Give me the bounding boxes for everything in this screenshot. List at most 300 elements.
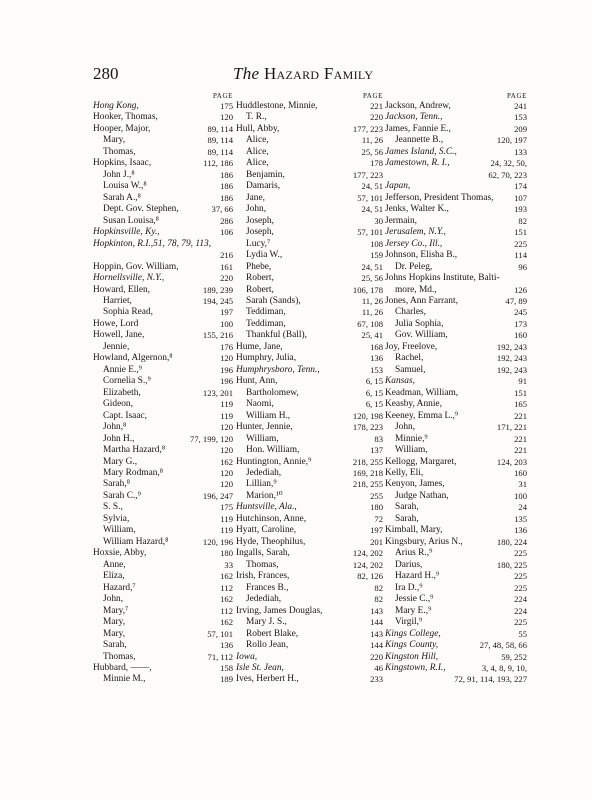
entry-pages: 89, 114 [207, 135, 233, 146]
index-entry [236, 617, 383, 628]
entry-name: Elizabeth, [103, 387, 141, 398]
entry-name: Keeney, Emma L.,⁹ [385, 410, 459, 421]
entry-name: Kingston Hill, [385, 651, 439, 662]
index-entry [385, 502, 527, 513]
entry-name: Rollo Jean, [246, 640, 289, 651]
index-entry [93, 411, 233, 422]
index-entry [385, 273, 527, 284]
index-entry [236, 491, 383, 502]
entry-name: Dr. Peleg, [395, 261, 433, 272]
index-entry [385, 353, 527, 364]
entry-name: Mary Rodman,⁸ [103, 468, 164, 478]
entry-name: Hopkinsville, Ky., [93, 227, 160, 238]
entry-pages: 24, 51 [361, 181, 383, 192]
entry-pages: 11, 26 [361, 295, 383, 306]
entry-pages: 112 [220, 605, 233, 616]
running-title [233, 64, 373, 84]
entry-name: Thomas, [103, 146, 136, 157]
entry-name: Mary, [103, 135, 126, 146]
entry-name: Gideon, [103, 399, 133, 410]
index-entry [93, 525, 233, 536]
entry-name: Jedediah, [246, 594, 282, 605]
entry-pages: 25, 56 [361, 273, 383, 284]
entry-pages: 192, 243 [496, 364, 527, 375]
entry-pages: 82 [374, 594, 383, 605]
index-entry [385, 571, 527, 582]
entry-pages: 241 [514, 101, 527, 111]
index-entry [236, 101, 383, 112]
entry-pages: 72 [374, 513, 383, 524]
entry-pages: 144 [370, 617, 383, 628]
entry-pages: 159 [370, 250, 383, 261]
entry-name: Alice, [246, 135, 269, 146]
index-entry [93, 514, 233, 525]
entry-pages: 120, 196 [202, 536, 233, 547]
index-entry [236, 170, 383, 181]
entry-pages: 96 [518, 261, 527, 272]
entry-name: Hon. William, [246, 445, 300, 456]
entry-pages: 24, 51 [361, 204, 383, 215]
index-entry [385, 594, 527, 605]
entry-name: Keasby, Annie, [385, 399, 442, 410]
entry-name: Jefferson, President Thomas, [385, 192, 494, 203]
entry-name: Anne, [103, 559, 126, 570]
entry-name: Kings College, [385, 628, 441, 639]
index-entry [93, 674, 233, 685]
entry-pages: 119 [220, 399, 233, 410]
index-entry [385, 548, 527, 559]
index-entry [93, 445, 233, 456]
entry-pages: 124, 202 [352, 559, 383, 570]
entry-pages: 186 [220, 181, 233, 192]
entry-name: more, Md., [395, 284, 437, 295]
index-entry [93, 342, 233, 353]
index-entry [93, 502, 233, 513]
entry-pages: 173 [514, 318, 527, 329]
index-entry [236, 502, 383, 513]
index-entry [385, 445, 527, 456]
entry-name: Eliza, [103, 571, 125, 582]
entry-pages: 220 [220, 273, 233, 284]
entry-name: Howland, Algernon,⁸ [93, 353, 173, 364]
entry-pages: 82 [518, 215, 527, 226]
entry-name: Capt. Isaac, [103, 410, 147, 421]
entry-name: Jersey Co., Ill., [385, 238, 443, 249]
index-entry [385, 537, 527, 548]
entry-pages: 67, 108 [357, 318, 383, 329]
index-entry [93, 193, 233, 204]
index-entry [385, 319, 527, 330]
index-entry [93, 273, 233, 284]
entry-name: Kellogg, Margaret, [385, 456, 457, 467]
index-entry [93, 227, 233, 238]
entry-pages: 162 [220, 456, 233, 467]
entry-name: Alice, [246, 146, 269, 157]
index-entry [385, 365, 527, 376]
index-entry [236, 124, 383, 135]
entry-pages: 233 [370, 674, 383, 685]
entry-pages: 119 [220, 525, 233, 536]
index-entry [236, 434, 383, 445]
entry-pages: 89, 114 [207, 123, 233, 134]
entry-pages: 209 [514, 123, 527, 134]
entry-pages: 72, 91, 114, 193, 227 [454, 674, 527, 685]
entry-name: Robert, [246, 273, 274, 284]
entry-name: Judge Nathan, [395, 490, 449, 501]
entry-name: Minnie,⁹ [395, 433, 428, 444]
entry-pages: 162 [220, 594, 233, 605]
entry-pages: 180 [220, 548, 233, 559]
entry-pages: 225 [514, 571, 527, 582]
index-entry [236, 674, 383, 685]
page-number: 280 [93, 64, 119, 83]
entry-name: Marion,¹⁰ [246, 490, 283, 501]
entry-name: Iowa, [236, 651, 258, 662]
index-entry [93, 629, 233, 640]
entry-pages: 186 [220, 192, 233, 203]
entry-name: Ingalls, Sarah, [236, 548, 290, 559]
entry-name: Johns Hopkins Institute, Balti- [385, 273, 500, 284]
entry-pages: 151 [514, 227, 527, 238]
index-entry [236, 147, 383, 158]
entry-name: Kelly, Eli, [385, 468, 424, 478]
entry-name: Mary,⁷ [103, 605, 129, 616]
index-entry [236, 342, 383, 353]
entry-pages: 31 [518, 479, 527, 490]
entry-pages: 194, 245 [202, 295, 233, 306]
entry-pages: 169, 218 [352, 468, 383, 478]
entry-pages: 192, 243 [496, 353, 527, 364]
entry-pages: 255 [370, 490, 383, 501]
entry-pages: 216 [220, 250, 233, 261]
index-entry [236, 227, 383, 238]
index-entry [385, 468, 527, 479]
entry-pages: 201 [370, 536, 383, 547]
entry-pages: 59, 252 [501, 651, 527, 662]
entry-pages: 168 [370, 341, 383, 352]
index-entry [236, 606, 383, 617]
entry-name: Sarah, [395, 502, 419, 513]
entry-pages: 221 [514, 433, 527, 444]
entry-name: Hyatt, Caroline, [236, 525, 297, 536]
entry-name: John H., [103, 433, 135, 444]
entry-pages: 106, 178 [352, 284, 383, 295]
entry-pages: 89, 114 [207, 146, 233, 157]
entry-name: Ives, Herbert H., [236, 674, 299, 685]
entry-pages: 55 [518, 628, 527, 639]
entry-name: Hunter, Jennie, [236, 422, 293, 433]
index-entry [236, 388, 383, 399]
entry-name: William H., [246, 410, 291, 421]
index-entry [385, 560, 527, 571]
index-entry [385, 101, 527, 112]
entry-pages: 162 [220, 571, 233, 582]
entry-pages: 160 [514, 468, 527, 478]
index-entry [93, 537, 233, 548]
index-entry [236, 548, 383, 559]
index-entry [93, 204, 233, 215]
entry-name: Jeannette B., [395, 135, 444, 146]
entry-pages: 107 [514, 192, 527, 203]
index-entry [93, 353, 233, 364]
index-entry [385, 147, 527, 158]
entry-name: Sylvia, [103, 513, 130, 524]
index-entry [93, 663, 233, 674]
entry-name: Sarah,⁸ [103, 479, 130, 490]
entry-name: Damaris, [246, 181, 281, 192]
index-entry [385, 525, 527, 536]
index-entry [236, 422, 383, 433]
index-entry [385, 457, 527, 468]
entry-pages: 220 [370, 651, 383, 662]
index-entry [93, 181, 233, 192]
entry-pages: 180, 224 [496, 536, 527, 547]
entry-name: Jermain, [385, 215, 418, 226]
entry-pages: 174 [514, 181, 527, 192]
column-heading: PAGE [506, 92, 527, 100]
entry-pages: 100 [220, 318, 233, 329]
index-entry [93, 365, 233, 376]
entry-name: Howe, Lord [93, 318, 139, 329]
entry-name: Hutchinson, Anne, [236, 513, 307, 524]
index-entry [385, 193, 527, 204]
index-column-2 [236, 92, 383, 686]
entry-name: Jackson, Tenn., [385, 112, 443, 123]
entry-pages: 151 [514, 387, 527, 398]
index-entry [93, 583, 233, 594]
index-entry [236, 135, 383, 146]
entry-name: Arius R.,⁹ [395, 548, 433, 559]
index-entry [236, 514, 383, 525]
entry-pages: 30 [374, 215, 383, 226]
entry-name: Irving, James Douglas, [236, 605, 323, 616]
entry-name: Mary, [103, 628, 126, 639]
entry-name: Johnson, Elisha B., [385, 250, 458, 261]
entry-name: Sarah, [395, 513, 419, 524]
entry-pages: 91 [518, 376, 527, 387]
entry-name: Phebe, [246, 261, 272, 272]
entry-name: John, [246, 204, 267, 215]
entry-name: Hyde, Theophilus, [236, 536, 306, 547]
entry-name: Hume, Jane, [236, 341, 283, 352]
index-entry [93, 170, 233, 181]
entry-name: Cornelia S.,⁹ [103, 376, 151, 387]
entry-pages: 144 [370, 640, 383, 651]
index-entry [385, 170, 527, 181]
index-entry [236, 307, 383, 318]
entry-pages: 245 [514, 307, 527, 318]
entry-name: Jedediah, [246, 468, 282, 478]
entry-name: Lydia W., [246, 250, 283, 261]
entry-name: Kings County, [385, 640, 439, 651]
index-entry [385, 663, 527, 674]
index-entry [93, 250, 233, 261]
index-entry [385, 135, 527, 146]
entry-name: James Island, S.C., [385, 146, 457, 157]
index-entry [236, 594, 383, 605]
index-entry [236, 296, 383, 307]
entry-pages: 46 [374, 662, 383, 673]
entry-name: Sarah (Sands), [246, 295, 301, 306]
entry-pages: 124, 202 [352, 548, 383, 559]
entry-pages: 221 [514, 445, 527, 456]
index-entry [236, 365, 383, 376]
entry-pages: 225 [514, 617, 527, 628]
index-entry [236, 571, 383, 582]
entry-pages: 175 [220, 502, 233, 513]
index-entry [236, 445, 383, 456]
entry-name: Joseph, [246, 215, 274, 226]
entry-name: Hopkins, Isaac, [93, 158, 152, 169]
entry-name: Hoppin, Gov. William, [93, 261, 179, 272]
entry-pages: 225 [514, 238, 527, 249]
column-heading: PAGE [212, 92, 233, 100]
entry-pages: 77, 199, 120 [190, 433, 233, 444]
entry-pages: 120 [220, 479, 233, 490]
entry-pages: 197 [370, 525, 383, 536]
index-entry [236, 411, 383, 422]
entry-pages: 24, 51 [361, 261, 383, 272]
entry-pages: 106 [220, 227, 233, 238]
index-entry [93, 560, 233, 571]
entry-name: Hornellsville, N.Y., [93, 273, 165, 284]
entry-pages: 11, 26 [361, 307, 383, 318]
entry-name: Irish, Frances, [236, 571, 290, 582]
index-entry [385, 285, 527, 296]
index-entry [93, 640, 233, 651]
index-entry [236, 319, 383, 330]
index-entry [93, 216, 233, 227]
index-entry [236, 468, 383, 479]
entry-pages: 218, 255 [352, 456, 383, 467]
index-entry [236, 158, 383, 169]
entry-name: Ira D.,⁹ [395, 582, 423, 593]
index-entry [385, 330, 527, 341]
entry-name: John, [395, 422, 416, 433]
index-entry [385, 239, 527, 250]
entry-pages: 197 [220, 307, 233, 318]
entry-pages: 189, 239 [202, 284, 233, 295]
entry-pages: 175 [220, 101, 233, 111]
entry-pages: 120, 197 [496, 135, 527, 146]
entry-name: Joy, Freelove, [385, 341, 438, 352]
entry-pages: 25, 56 [361, 146, 383, 157]
entry-name: Huntsville, Ala., [236, 502, 297, 513]
entry-pages: 189 [220, 674, 233, 685]
index-entry [93, 652, 233, 663]
entry-name: Hooker, Thomas, [93, 112, 158, 123]
index-entry [93, 617, 233, 628]
entry-pages: 24 [518, 502, 527, 513]
entry-pages: 221 [514, 410, 527, 421]
entry-pages: 218, 255 [352, 479, 383, 490]
entry-name: Jamestown, R. I., [385, 158, 450, 169]
index-entry [236, 629, 383, 640]
entry-name: William, [395, 445, 428, 456]
entry-pages: 57, 101 [357, 192, 383, 203]
entry-pages: 82, 126 [357, 571, 383, 582]
index-entry [93, 319, 233, 330]
entry-name: Kingstown, R.I., [385, 662, 446, 673]
entry-name: Hopkinton, R.I.,51, 78, 79, 113, [93, 238, 212, 249]
entry-name: James, Fannie E., [385, 123, 451, 134]
entry-pages: 37, 66 [211, 204, 233, 215]
entry-name: Huntington, Annie,⁹ [236, 456, 312, 467]
index-entry [93, 112, 233, 123]
index-entry [385, 376, 527, 387]
entry-name: Isle St. Jean, [236, 662, 284, 673]
entry-name: Mary, [103, 617, 126, 628]
entry-pages: 171, 221 [496, 422, 527, 433]
index-entry [93, 571, 233, 582]
entry-name: Samuel, [395, 364, 426, 375]
index-entry [236, 250, 383, 261]
entry-name: Howard, Ellen, [93, 284, 151, 295]
entry-name: William, [103, 525, 136, 536]
entry-pages: 196 [220, 376, 233, 387]
entry-name: Howell, Jane, [93, 330, 145, 341]
entry-pages: 196 [220, 364, 233, 375]
index-entry [385, 422, 527, 433]
index-entry [385, 124, 527, 135]
entry-name: Kimball, Mary, [385, 525, 443, 536]
entry-name: William, [246, 433, 279, 444]
index-entry [385, 181, 527, 192]
entry-name: Rachel, [395, 353, 424, 364]
entry-name: Hazard H.,⁹ [395, 571, 440, 582]
entry-pages: 155, 216 [202, 330, 233, 341]
entry-name: Kenyon, James, [385, 479, 445, 490]
index-entry [385, 434, 527, 445]
entry-name: Jennie, [103, 341, 130, 352]
index-entry [93, 239, 233, 250]
index-entry [93, 101, 233, 112]
index-entry [93, 491, 233, 502]
entry-name: Annie E.,⁹ [103, 364, 142, 375]
index-entry [236, 663, 383, 674]
index-entry [93, 422, 233, 433]
entry-pages: 177, 223 [352, 169, 383, 180]
entry-name: Hubbard, ——, [93, 662, 152, 673]
entry-name: Teddiman, [246, 318, 286, 329]
entry-name: Hooper, Major, [93, 123, 151, 134]
entry-name: John,⁸ [103, 422, 127, 433]
entry-pages: 220 [370, 112, 383, 123]
entry-pages: 161 [220, 261, 233, 272]
entry-name: Darius, [395, 559, 423, 570]
entry-pages: 120 [220, 445, 233, 456]
entry-pages: 196, 247 [202, 490, 233, 501]
entry-pages: 178, 223 [352, 422, 383, 433]
index-entry [93, 124, 233, 135]
entry-pages: 119 [220, 513, 233, 524]
entry-pages: 6, 15 [365, 387, 383, 398]
entry-pages: 112 [220, 582, 233, 593]
index-entry [93, 296, 233, 307]
entry-pages: 24, 32, 50, [490, 158, 527, 169]
entry-pages: 137 [370, 445, 383, 456]
entry-name: Hull, Abby, [236, 123, 280, 134]
entry-pages: 165 [514, 399, 527, 410]
entry-name: William Hazard,⁸ [103, 536, 169, 547]
entry-pages: 114 [514, 250, 527, 261]
entry-pages: 57, 101 [207, 628, 233, 639]
entry-pages: 119 [220, 410, 233, 421]
entry-name: Jackson, Andrew, [385, 101, 451, 111]
entry-name: Humphrysboro, Tenn., [236, 364, 320, 375]
entry-pages: 158 [220, 662, 233, 673]
entry-pages: 47, 89 [505, 295, 527, 306]
